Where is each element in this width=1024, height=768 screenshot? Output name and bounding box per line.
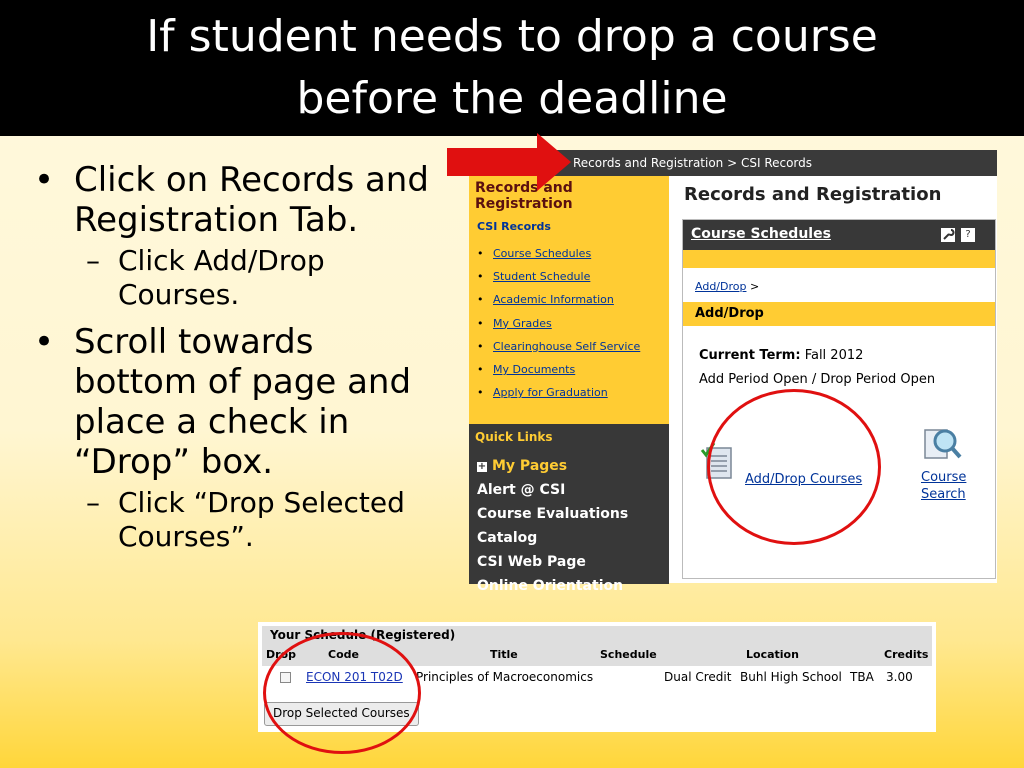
panel-yellow-strip (683, 250, 995, 268)
course-location: Buhl High School (740, 670, 842, 684)
add-drop-crumb-link[interactable]: Add/Drop (695, 280, 747, 293)
panel-heading-link[interactable]: Course Schedules (691, 226, 831, 242)
quick-links-title: Quick Links (475, 430, 553, 444)
term-value: Fall 2012 (804, 348, 864, 363)
bullet-2 (30, 322, 440, 482)
col-drop: Drop (266, 648, 296, 661)
main-heading: Records and Registration (684, 184, 942, 205)
dash-glyph: – (86, 486, 100, 519)
instruction-list (30, 160, 440, 564)
course-search-link[interactable]: Course Search (921, 470, 967, 502)
red-arrow-icon (447, 133, 571, 191)
add-drop-bar (683, 302, 995, 326)
sub-bullet-2 (30, 486, 440, 554)
slide-title-line-1: If student needs to drop a course (146, 11, 878, 62)
sidebar-item-student-schedule[interactable]: • Student Schedule (477, 270, 591, 284)
quick-links-list (477, 454, 628, 598)
quick-link-course-evaluations[interactable]: Course Evaluations (477, 506, 629, 522)
term-label: Current Term: (699, 348, 801, 363)
col-schedule: Schedule (600, 648, 657, 661)
expand-plus-icon[interactable]: + (477, 461, 487, 472)
add-drop-heading: Add/Drop (695, 306, 764, 321)
add-drop-courses-link[interactable]: Add/Drop Courses (745, 472, 863, 487)
panel-header (683, 220, 995, 250)
bullet-1 (30, 160, 440, 240)
slide-title (0, 0, 1024, 136)
period-status: Add Period Open / Drop Period Open (699, 372, 936, 387)
quick-link-my-pages[interactable]: + My Pages (477, 458, 568, 474)
schedule-title: Your Schedule (Registered) (270, 628, 456, 642)
sidebar-item-course-schedules[interactable]: • Course Schedules (477, 247, 592, 260)
course-title: Principles of Macroeconomics (416, 670, 594, 684)
bullet-1-text: Click on Records and Registration Tab. (74, 160, 429, 240)
col-credits: Credits (884, 648, 929, 661)
bullet-dot: • (34, 160, 55, 200)
highlight-circle-add-drop (707, 389, 881, 545)
slide-title-line-2: before the deadline (296, 73, 728, 124)
col-location: Location (746, 648, 799, 661)
col-title: Title (490, 648, 518, 661)
col-code: Code (328, 648, 359, 661)
course-search-icon[interactable] (923, 424, 963, 464)
sub-bullet-1 (30, 244, 440, 312)
crumb-separator: > (749, 280, 760, 293)
portal-breadcrumb[interactable]: Records and Registration > CSI Records (573, 156, 813, 170)
quick-link-alert[interactable]: Alert @ CSI (477, 482, 566, 498)
sidebar-menu (477, 242, 640, 404)
current-term (699, 348, 863, 363)
sidebar-subtitle[interactable]: CSI Records (477, 220, 551, 233)
quick-link-catalog[interactable]: Catalog (477, 530, 538, 546)
quick-links-panel (469, 424, 669, 594)
bullet-2-text: Scroll towards bottom of page and place a check in “Drop” box. (74, 322, 412, 482)
course-credits: 3.00 (886, 670, 913, 684)
sidebar-title[interactable]: Records and Registration (475, 180, 573, 212)
course-schedule: Dual Credit (664, 670, 732, 684)
course-code-link[interactable]: ECON 201 T02D (306, 670, 403, 684)
sidebar-item-apply-graduation[interactable]: • Apply for Graduation (477, 386, 608, 400)
bullet-dot: • (34, 322, 55, 362)
dash-glyph: – (86, 244, 100, 277)
sidebar-item-academic-information[interactable]: • Academic Information (477, 293, 614, 307)
sidebar-item-my-documents[interactable]: • My Documents (477, 363, 576, 377)
portal-sidebar (469, 176, 669, 594)
highlight-circle-drop (263, 632, 421, 754)
sub-bullet-1-text: Click Add/Drop Courses. (118, 244, 325, 311)
sidebar-item-my-grades[interactable]: • My Grades (477, 316, 552, 330)
sub-bullet-2-text: Click “Drop Selected Courses”. (118, 486, 405, 553)
help-icon[interactable]: ? (961, 228, 975, 242)
panel-breadcrumb (695, 280, 759, 293)
sidebar-item-clearinghouse[interactable]: • Clearinghouse Self Service (477, 339, 641, 353)
quick-link-online-orientation[interactable]: Online Orientation (477, 578, 624, 594)
drop-selected-courses-button[interactable]: Drop Selected Courses (264, 702, 419, 726)
course-room: TBA (850, 670, 874, 684)
wrench-icon[interactable] (941, 228, 955, 242)
quick-link-csi-web-page[interactable]: CSI Web Page (477, 554, 586, 570)
